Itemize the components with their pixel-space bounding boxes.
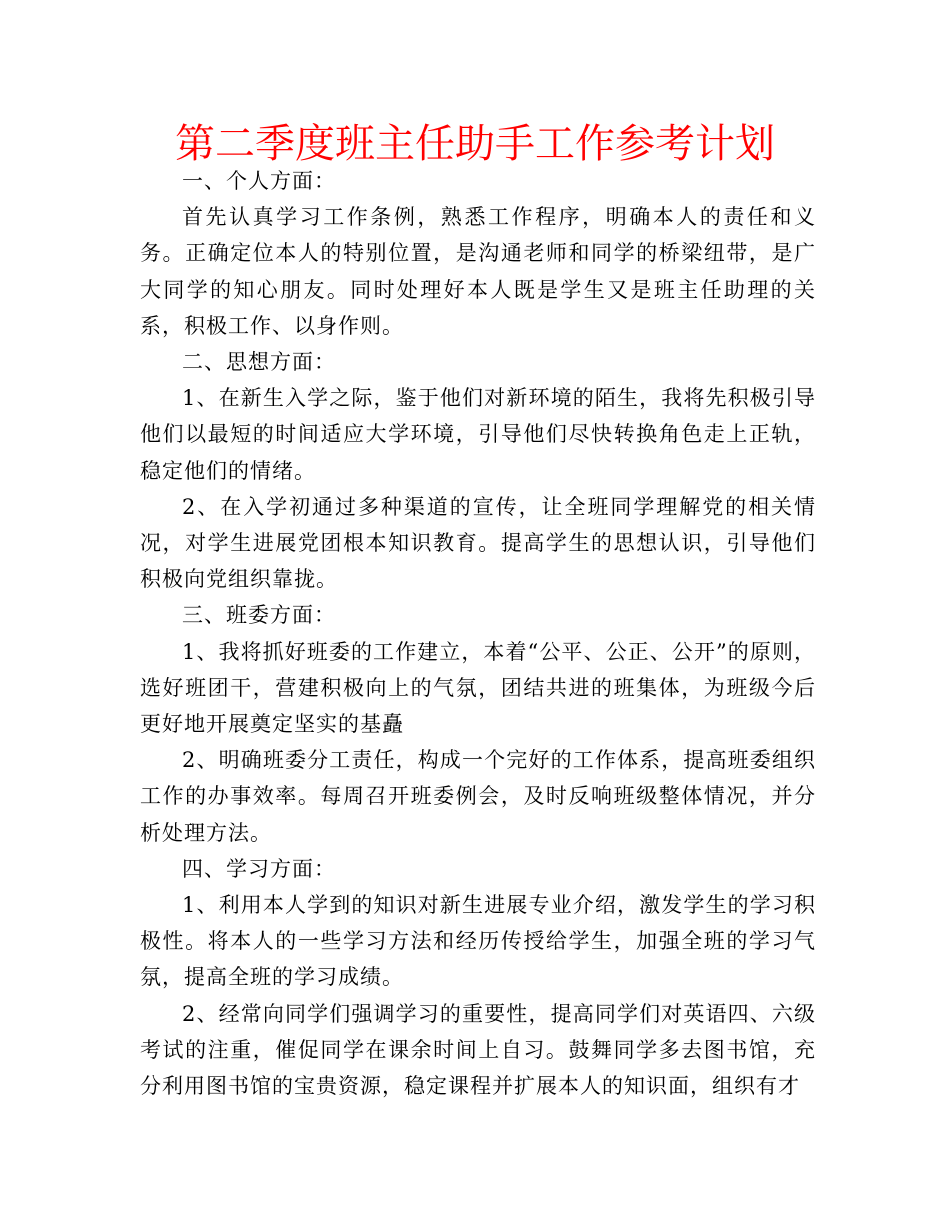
section-heading-committee: 三、班委方面： bbox=[182, 603, 336, 628]
paragraph-thought-1: 1、在新生入学之际，鉴于他们对新环境的陌生，我将先积极引导他们以最短的时间适应大学环境，引导他们尽快转换角色走上正轨，稳定他们的情绪。 bbox=[140, 386, 816, 483]
paragraph-study-1: 1、利用本人学到的知识对新生进展专业介绍，激发学生的学习积极性。将本人的一些学习方法和经历传授给学生，加强全班的学习气氛，提高全班的学习成绩。 bbox=[140, 893, 816, 990]
document-body bbox=[140, 163, 816, 1104]
paragraph-study-2: 2、经常向同学们强调学习的重要性，提高同学们对英语四、六级考试的注重，催促同学在课余时间上自习。鼓舞同学多去图书馆，充分利用图书馆的宝贵资源，稳定课程并扩展本人的知识面，组织有才 bbox=[140, 1001, 816, 1099]
section-heading-personal: 一、个人方面： bbox=[182, 169, 336, 193]
paragraph-thought-2: 2、在入学初通过多种渠道的宣传，让全班同学理解党的相关情况，对学生进展党团根本知识教育。提高学生的思想认识，引导他们积极向党组织靠拢。 bbox=[140, 494, 816, 592]
section-heading-study: 四、学习方面： bbox=[182, 856, 336, 881]
paragraph-personal: 首先认真学习工作条例，熟悉工作程序，明确本人的责任和义务。正确定位本人的特别位置，是沟通老师和同学的桥梁纽带，是广大同学的知心朋友。同时处理好本人既是学生又是班主任助理的关系，积极工作、以身作则。 bbox=[140, 205, 816, 338]
paragraph-committee-2: 2、明确班委分工责任，构成一个完好的工作体系，提高班委组织工作的办事效率。每周召开班委例会，及时反响班级整体情况，并分析处理方法。 bbox=[140, 748, 816, 845]
document-title: 第二季度班主任助手工作参考计划 bbox=[175, 121, 775, 167]
section-heading-thought: 二、思想方面： bbox=[182, 350, 336, 375]
paragraph-committee-1: 1、我将抓好班委的工作建立，本着“公平、公正、公开”的原则，选好班团干，营建积极向上的气氛，团结共进的班集体，为班级今后更好地开展奠定坚实的基矗 bbox=[140, 639, 816, 737]
